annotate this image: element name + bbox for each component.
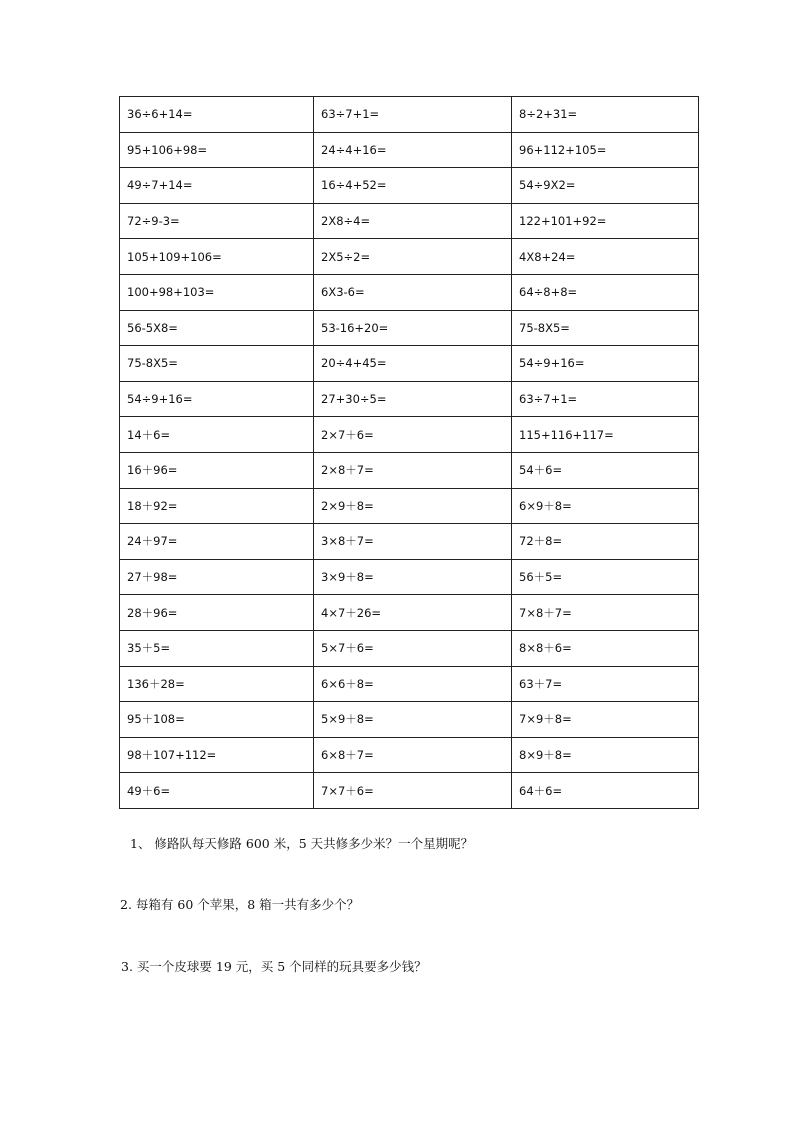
exercise-cell: 6X3-6= bbox=[314, 274, 512, 310]
exercise-cell: 95＋108= bbox=[120, 702, 314, 738]
exercise-cell: 14＋6= bbox=[120, 417, 314, 453]
exercise-cell: 28＋96= bbox=[120, 595, 314, 631]
exercise-cell: 136＋28= bbox=[120, 666, 314, 702]
exercise-cell: 72＋8= bbox=[512, 524, 699, 560]
exercise-cell: 27+30÷5= bbox=[314, 381, 512, 417]
table-row bbox=[120, 737, 699, 773]
exercise-cell: 64＋6= bbox=[512, 773, 699, 809]
table-row bbox=[120, 346, 699, 382]
exercise-cell: 6×6＋8= bbox=[314, 666, 512, 702]
exercise-cell: 16÷4+52= bbox=[314, 168, 512, 204]
exercise-cell: 2×8＋7= bbox=[314, 452, 512, 488]
arithmetic-table bbox=[119, 96, 699, 809]
table-row bbox=[120, 559, 699, 595]
exercise-cell: 4×7＋26= bbox=[314, 595, 512, 631]
table-row bbox=[120, 274, 699, 310]
table-row bbox=[120, 417, 699, 453]
table-row bbox=[120, 452, 699, 488]
exercise-cell: 8×8＋6= bbox=[512, 630, 699, 666]
arithmetic-table-body bbox=[120, 97, 699, 809]
table-row bbox=[120, 488, 699, 524]
exercise-cell: 56＋5= bbox=[512, 559, 699, 595]
table-row bbox=[120, 595, 699, 631]
exercise-cell: 54÷9X2= bbox=[512, 168, 699, 204]
exercise-cell: 6×9＋8= bbox=[512, 488, 699, 524]
exercise-cell: 100+98+103= bbox=[120, 274, 314, 310]
exercise-cell: 20÷4+45= bbox=[314, 346, 512, 382]
exercise-cell: 8×9＋8= bbox=[512, 737, 699, 773]
exercise-cell: 2×7＋6= bbox=[314, 417, 512, 453]
exercise-cell: 8÷2+31= bbox=[512, 97, 699, 133]
exercise-cell: 16＋96= bbox=[120, 452, 314, 488]
exercise-cell: 5×7＋6= bbox=[314, 630, 512, 666]
table-row bbox=[120, 203, 699, 239]
exercise-cell: 56-5X8= bbox=[120, 310, 314, 346]
exercise-cell: 49÷7+14= bbox=[120, 168, 314, 204]
exercise-cell: 98＋107+112= bbox=[120, 737, 314, 773]
exercise-cell: 53-16+20= bbox=[314, 310, 512, 346]
exercise-cell: 54＋6= bbox=[512, 452, 699, 488]
table-row bbox=[120, 702, 699, 738]
table-row bbox=[120, 773, 699, 809]
exercise-cell: 54÷9+16= bbox=[120, 381, 314, 417]
table-row bbox=[120, 239, 699, 275]
word-problem-3: 3. 买一个皮球要 19 元，买 5 个同样的玩具要多少钱？ bbox=[121, 959, 427, 974]
exercise-cell: 24÷4+16= bbox=[314, 132, 512, 168]
table-row bbox=[120, 97, 699, 133]
exercise-cell: 63÷7+1= bbox=[512, 381, 699, 417]
word-problem-2: 2. 每箱有 60 个苹果，8 箱一共有多少个？ bbox=[120, 897, 360, 912]
exercise-cell: 3×9＋8= bbox=[314, 559, 512, 595]
exercise-cell: 27＋98= bbox=[120, 559, 314, 595]
exercise-cell: 63＋7= bbox=[512, 666, 699, 702]
exercise-cell: 122+101+92= bbox=[512, 203, 699, 239]
exercise-cell: 7×7＋6= bbox=[314, 773, 512, 809]
table-row bbox=[120, 524, 699, 560]
exercise-cell: 64÷8+8= bbox=[512, 274, 699, 310]
exercise-cell: 7×8＋7= bbox=[512, 595, 699, 631]
exercise-cell: 24＋97= bbox=[120, 524, 314, 560]
exercise-cell: 2X5÷2= bbox=[314, 239, 512, 275]
table-row bbox=[120, 630, 699, 666]
exercise-cell: 6×8＋7= bbox=[314, 737, 512, 773]
exercise-cell: 63÷7+1= bbox=[314, 97, 512, 133]
exercise-cell: 18＋92= bbox=[120, 488, 314, 524]
table-row bbox=[120, 381, 699, 417]
exercise-cell: 49＋6= bbox=[120, 773, 314, 809]
exercise-cell: 75-8X5= bbox=[512, 310, 699, 346]
exercise-cell: 7×9＋8= bbox=[512, 702, 699, 738]
exercise-cell: 5×9＋8= bbox=[314, 702, 512, 738]
table-row bbox=[120, 310, 699, 346]
exercise-cell: 75-8X5= bbox=[120, 346, 314, 382]
exercise-cell: 105+109+106= bbox=[120, 239, 314, 275]
exercise-cell: 36÷6+14= bbox=[120, 97, 314, 133]
exercise-cell: 115+116+117= bbox=[512, 417, 699, 453]
word-problem-1: 1、 修路队每天修路 600 米，5 天共修多少米？一个星期呢？ bbox=[130, 836, 474, 851]
exercise-cell: 2X8÷4= bbox=[314, 203, 512, 239]
table-row bbox=[120, 168, 699, 204]
exercise-cell: 35＋5= bbox=[120, 630, 314, 666]
exercise-cell: 96+112+105= bbox=[512, 132, 699, 168]
exercise-cell: 72÷9-3= bbox=[120, 203, 314, 239]
exercise-cell: 3×8＋7= bbox=[314, 524, 512, 560]
table-row bbox=[120, 666, 699, 702]
exercise-cell: 95+106+98= bbox=[120, 132, 314, 168]
exercise-cell: 2×9＋8= bbox=[314, 488, 512, 524]
table-row bbox=[120, 132, 699, 168]
exercise-cell: 54÷9+16= bbox=[512, 346, 699, 382]
exercise-cell: 4X8+24= bbox=[512, 239, 699, 275]
